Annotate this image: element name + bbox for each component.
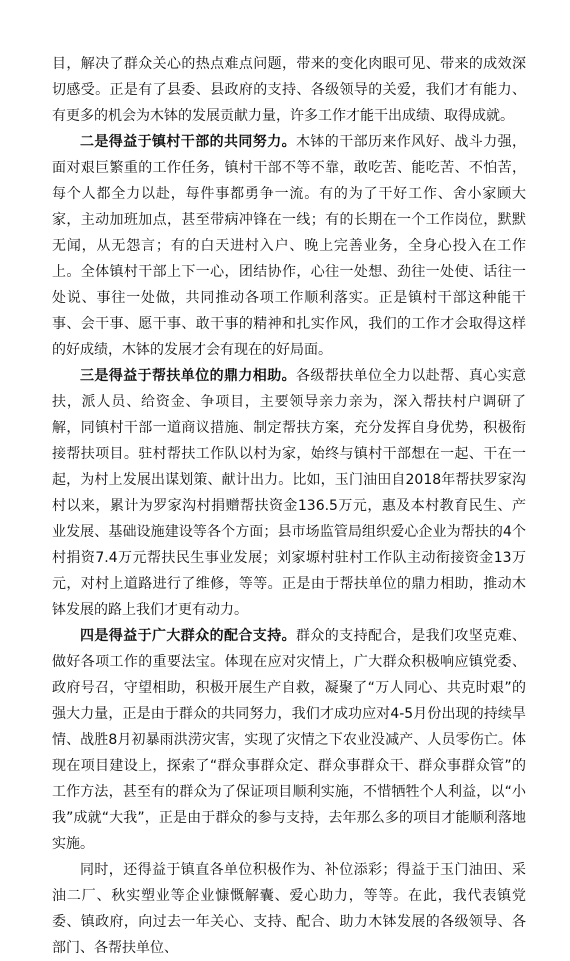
paragraph-assistance-units <box>52 363 526 623</box>
paragraph-cadre-efforts <box>52 129 526 363</box>
paragraph-body: 同时，还得益于镇直各单位积极作为、补位添彩；得益于玉门油田、采油二厂、秋实塑业等企业慷慨解囊、爱心助力，等等。在此，我代表镇党委、镇政府，向过去一年关心、支持、配合、助力木钵发展的各级领导、各部门、各帮扶单位、 <box>52 862 526 956</box>
paragraph-heading: 三是得益于帮扶单位的鼎力相助。 <box>80 368 296 384</box>
paragraph-body: 各级帮扶单位全力以赴帮、真心实意扶，派人员、给资金、争项目，主要领导亲力亲为，深入帮扶村户调研了解，同镇村干部一道商议措施、制定帮扶方案，充分发挥自身优势，积极衔接帮扶项目。驻村帮扶工作队以村为家，始终与镇村干部想在一起、干在一起，为村上发展出谋划策、献计出力。比如，玉门油田自2018年帮扶罗家沟村以来，累计为罗家沟村捐赠帮扶资金136.5万元，惠及本村教育民生、产业发展、基础设施建设等各个方面；县市场监管局组织爱心企业为帮扶的4个村捐资7.4万元帮扶民生事业发展；刘家塬村驻村工作队主动衔接资金13万元，对村上道路进行了维修，等等。正是由于帮扶单位的鼎力相助，推动木钵发展的路上我们才更有动力。 <box>52 368 526 618</box>
paragraph-acknowledgements <box>52 857 526 961</box>
document-body <box>52 51 526 961</box>
paragraph-body: 木钵的干部历来作风好、战斗力强，面对艰巨繁重的工作任务，镇村干部不等不靠，敢吃苦、能吃苦、不怕苦，每个人都全力以赴，每件事都勇争一流。有的为了干好工作、舍小家顾大家，主动加班加点，甚至带病冲锋在一线；有的长期在一个工作岗位，默默无闻，从无怨言；有的白天进村入户、晚上完善业务，全身心投入在工作上。全体镇村干部上下一心，团结协作，心往一处想、劲往一处使、话往一处说、事往一处做，共同推动各项工作顺利落实。正是镇村干部这种能干事、会干事、愿干事、敢干事的精神和扎实作风，我们的工作才会取得这样的好成绩，木钵的发展才会有现在的好局面。 <box>52 134 526 358</box>
paragraph-heading: 二是得益于镇村干部的共同努力。 <box>80 134 296 150</box>
paragraph-body: 群众的支持配合，是我们攻坚克难、做好各项工作的重要法宝。体现在应对灾情上，广大群众积极响应镇党委、政府号召，守望相助，积极开展生产自救，凝聚了“万人同心、共克时艰”的强大力量，正是由于群众的共同努力，我们才成功应对4-5月份出现的持续旱情、战胜8月初暴雨洪涝灾害，实现了灾情之下农业没减产、人员零伤亡。体现在项目建设上，探索了“群众事群众定、群众事群众干、群众事群众管”的工作方法，甚至有的群众为了保证项目顺利实施，不惜牺牲个人利益，以“小我”成就“大我”，正是由于群众的参与支持，去年那么多的项目才能顺利落地实施。 <box>52 628 526 852</box>
paragraph-heading: 四是得益于广大群众的配合支持。 <box>80 628 296 644</box>
paragraph-public-support <box>52 623 526 857</box>
paragraph-body: 目，解决了群众关心的热点难点问题，带来的变化肉眼可见、带来的成效深切感受。正是有了县委、县政府的支持、各级领导的关爱，我们才有能力、有更多的机会为木钵的发展贡献力量，许多工作才能干出成绩、取得成就。 <box>52 56 526 124</box>
paragraph-continuation <box>52 51 526 129</box>
